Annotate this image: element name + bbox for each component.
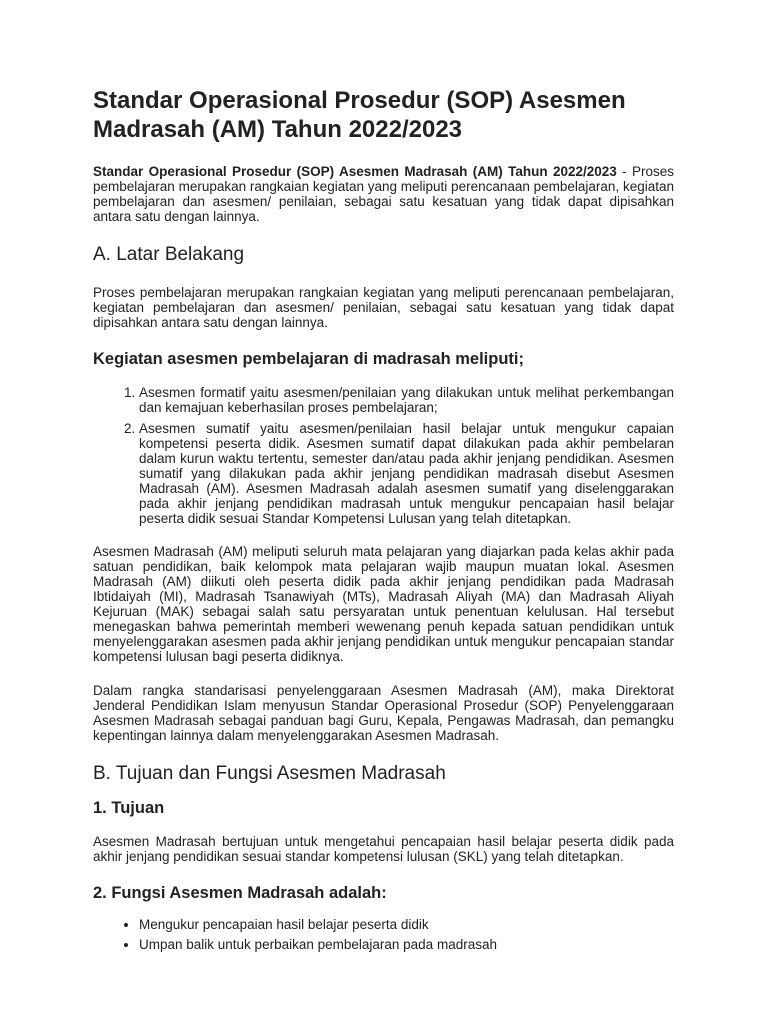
section-a-paragraph: Proses pembelajaran merupakan rangkaian kegiatan yang meliputi perencanaan pembelajaran, kegiatan pembelajaran dan asesmen/ penilaian, sebagai satu kesatuan yang tidak dapat dipisahkan antara satu dengan lainnya. [93,285,674,330]
list-item: • Umpan balik untuk perbaikan pembelajaran pada madrasah [139,937,674,952]
section-a-subheading: Kegiatan asesmen pembelajaran di madrasah meliputi; [93,350,524,368]
intro-bold-title: Standar Operasional Prosedur (SOP) Asesmen Madrasah (AM) Tahun 2022/2023 [93,164,617,179]
tujuan-heading: 1. Tujuan [93,799,165,817]
assessment-list [93,385,674,526]
section-a-paragraph-3: Dalam rangka standarisasi penyelenggaraan Asesmen Madrasah (AM), maka Direktorat Jenderal Pendidikan Islam menyusun Standar Operasional Prosedur (SOP) Penyelenggaraan Asesmen Madrasah sebagai panduan bagi Guru, Kepala, Pengawas Madrasah, dan pemangku kepentingan lainnya dalam menyelenggarakan Asesmen Madrasah. [93,683,674,743]
list-item: • Mengukur pencapaian hasil belajar peserta didik [139,917,674,932]
document-title: Standar Operasional Prosedur (SOP) Asesmen Madrasah (AM) Tahun 2022/2023 [93,87,626,143]
fungsi-heading: 2. Fungsi Asesmen Madrasah adalah: [93,884,387,902]
section-a-heading: A. Latar Belakang [93,244,245,265]
list-item: 2. Asesmen sumatif yaitu asesmen/penilaian hasil belajar untuk mengukur capaian kompetensi peserta didik. Asesmen sumatif dapat dilakukan pada akhir pembelaran dalam kurun waktu tertentu, semester dan/atau pada akhir jenjang pendidikan. Asesmen sumatif yang dilakukan pada akhir jenjang pendidikan madrasah disebut Asesmen Madrasah (AM). Asesmen Madrasah adalah asesmen sumatif yang diselenggarakan pada akhir jenjang pendidikan madrasah untuk mengukur pencapaian hasil belajar peserta didik sesuai Standar Kompetensi Lulusan yang telah ditetapkan. [139,421,674,526]
intro-paragraph [93,164,674,224]
section-a-paragraph-2: Asesmen Madrasah (AM) meliputi seluruh mata pelajaran yang diajarkan pada kelas akhir pada satuan pendidikan, baik kelompok mata pelajaran wajib maupun muatan lokal. Asesmen Madrasah (AM) diikuti oleh peserta didik pada akhir jenjang pendidikan pada Madrasah Ibtidaiyah (MI), Madrasah Tsanawiyah (MTs), Madrasah Aliyah (MA) dan Madrasah Aliyah Kejuruan (MAK) sebagai salah satu persyaratan untuk penentuan kelulusan. Hal tersebut menegaskan bahwa pemerintah memberi wewenang penuh kepada satuan pendidikan untuk menyelenggarakan asesmen pada akhir jenjang pendidikan untuk mengukur pencapaian standar kompetensi lulusan bagi peserta didiknya. [93,544,674,664]
intro-text: - Proses pembelajaran merupakan rangkaian kegiatan yang meliputi perencanaan pembelajaran, kegiatan pembelajaran dan asesmen/ penilaian, sebagai satu kesatuan yang tidak dapat dipisahkan antara satu dengan lainnya. [93,164,674,224]
tujuan-paragraph: Asesmen Madrasah bertujuan untuk mengetahui pencapaian hasil belajar peserta didik pada akhir jenjang pendidikan sesuai standar kompetensi lulusan (SKL) yang telah ditetapkan. [93,834,674,864]
section-b-heading: B. Tujuan dan Fungsi Asesmen Madrasah [93,763,446,784]
fungsi-list [93,917,674,952]
list-item: 1. Asesmen formatif yaitu asesmen/penilaian yang dilakukan untuk melihat perkembangan dan kemajuan keberhasilan proses pembelajaran; [139,385,674,415]
